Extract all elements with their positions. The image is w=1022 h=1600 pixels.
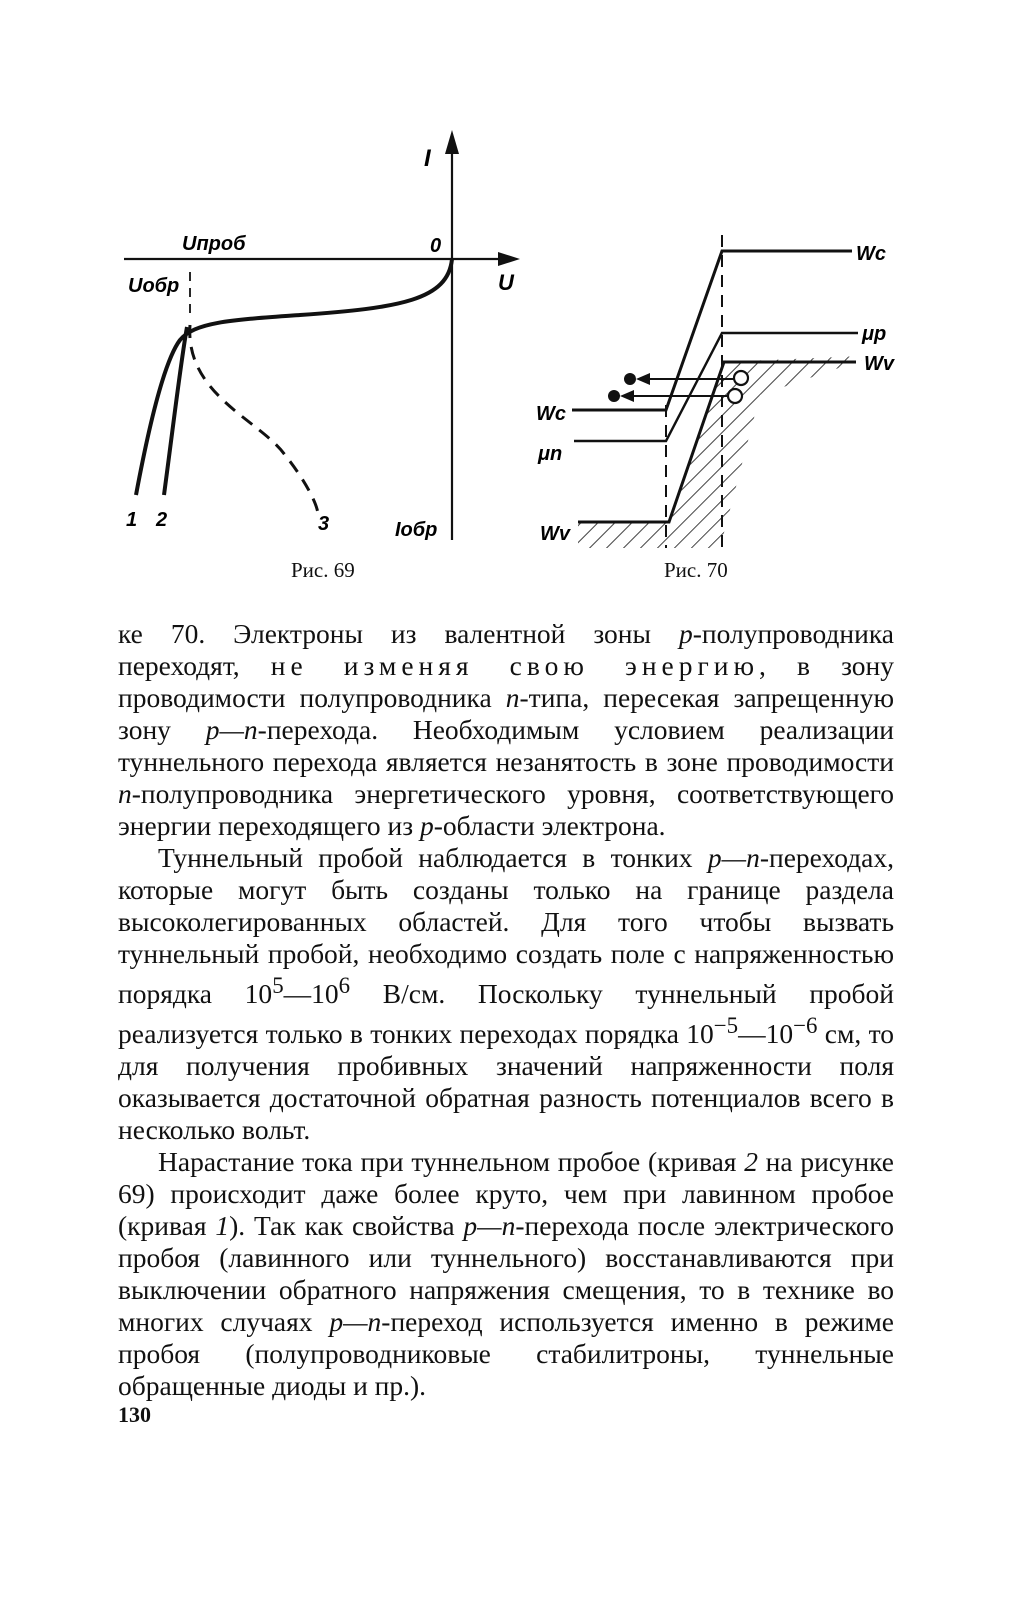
paragraph-2: Туннельный пробой наблюдается в тонких p—n-переходах, которые могут быть созданы только на границе раздела высоколегированных областей. Для того чтобы вызвать туннельный пробой, необходимо создать поле с напряженностью порядка $10^5—10^6$ В/см. Поскольку туннельный пробой реализуется только в тонких переходах порядка $10^{-5}—10^{-6}$ см, то для получения пробивных значений напряженности поля оказывается достаточной обратная разность потенциалов всего в несколько вольт.: [118, 842, 894, 1146]
figure-69-caption: Рис. 69: [291, 558, 355, 582]
label-curve-3: 3: [318, 513, 330, 535]
figure-70-caption: Рис. 70: [664, 558, 728, 582]
body-text: [118, 618, 894, 1402]
curve-2: [164, 327, 187, 495]
figures: [0, 0, 1022, 600]
paragraph-1: ке 70. Электроны из валентной зоны p-полупроводника переходят, не изменяя свою энергию, в зону проводимости полупроводника n-типа, пересекая запрещенную зону p—n-перехода. Необходимым условием реализации туннельного перехода является незанятость в зоне проводимости n-полупроводника энергетического уровня, соответствующего энергии переходящего из p-области электрона.: [118, 618, 895, 841]
figure-70: [536, 235, 896, 548]
label-origin: 0: [430, 235, 442, 257]
figure-69: [124, 130, 520, 541]
i-axis-arrow: [445, 130, 459, 154]
valence-hatch-region: [578, 356, 862, 548]
electron-1: [624, 373, 636, 385]
label-curve-1: 1: [126, 509, 138, 531]
conduction-band-edge: [572, 251, 852, 410]
label-wc-left: Wc: [536, 403, 566, 425]
label-curve-2: 2: [156, 509, 168, 531]
curve-3: [190, 325, 318, 515]
label-i-axis: I: [424, 145, 431, 172]
hole-1: [734, 371, 748, 385]
label-i-reverse: Iобр: [395, 519, 438, 541]
label-wc-right: Wc: [856, 243, 886, 265]
label-wv-left: Wv: [540, 523, 570, 545]
u-axis-arrow: [498, 252, 520, 266]
curve-1: [136, 259, 452, 495]
tunnel-arrow-2-head: [620, 390, 634, 402]
paragraph-3: Нарастание тока при туннельном пробое (кривая 2 на рисунке 69) происходит даже более круто, чем при лавинном пробое (кривая 1). Так как свойства p—n-перехода после электрического пробоя (лавинного или туннельного) восстанавливаются при выключении обратного напряжения смещения, то в технике во многих случаях p—n-переход используется именно в режиме пробоя (полупроводниковые стабилитроны, туннельные обращенные диоды и пр.).: [118, 1146, 895, 1402]
label-wv-right: Wv: [864, 353, 894, 375]
hole-2: [728, 389, 742, 403]
label-u-reverse: Uобр: [128, 275, 180, 297]
label-mu-n: μn: [538, 443, 563, 465]
label-mu-p: μp: [862, 323, 887, 345]
label-u-breakdown: Uпроб: [182, 233, 246, 255]
tunnel-arrow-1-head: [636, 373, 650, 385]
page-number: 130: [118, 1402, 151, 1427]
electron-2: [608, 390, 620, 402]
label-u-axis: U: [498, 270, 514, 295]
